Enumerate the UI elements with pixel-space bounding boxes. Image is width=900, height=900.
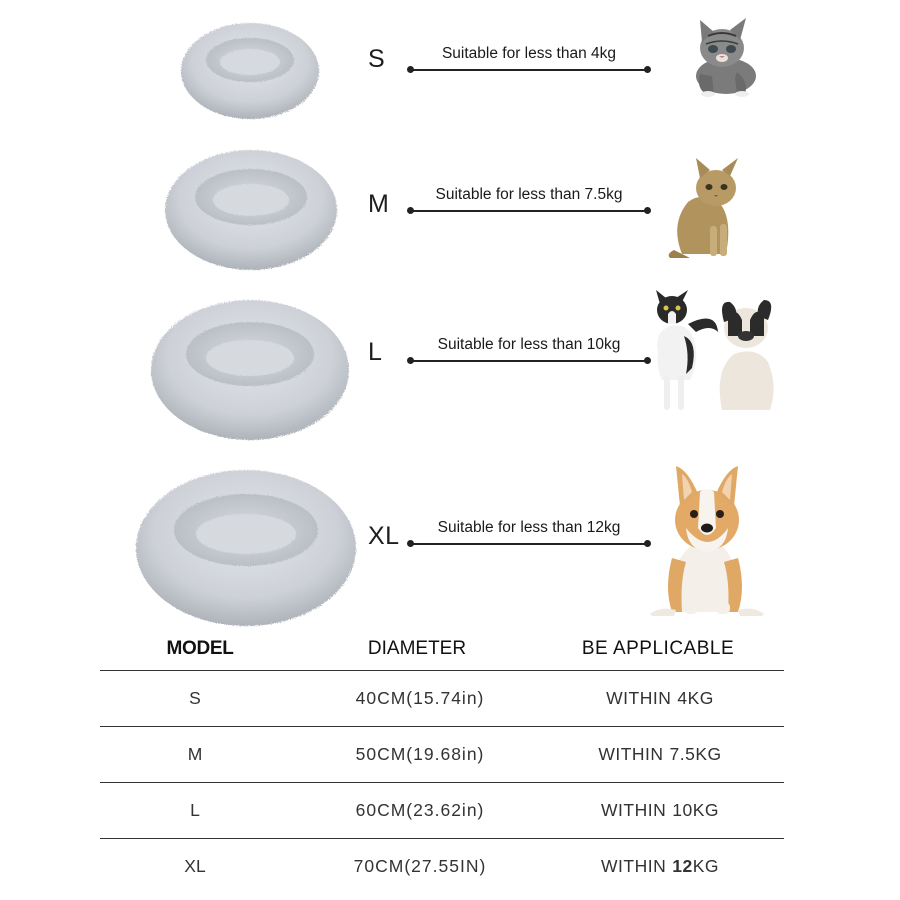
connector-line (410, 210, 648, 212)
header-model: MODEL (166, 638, 234, 659)
table-row (100, 782, 784, 838)
connector-line (410, 360, 648, 362)
weight-caption-s (408, 45, 650, 75)
size-label-xl: XL (368, 522, 400, 550)
cell-applicable (560, 800, 760, 821)
table-row (100, 670, 784, 726)
cell-model: M (187, 744, 203, 764)
connector-line (410, 69, 648, 71)
cell-applicable (560, 856, 760, 877)
cat-and-dog-icon (648, 290, 788, 416)
weight-text: 10KG (672, 800, 719, 820)
connector-dot (644, 207, 651, 214)
table-row (100, 726, 784, 782)
kitten-icon (682, 14, 767, 99)
corgi-icon (642, 462, 772, 624)
bed-image-m (164, 142, 338, 272)
size-label-l: L (368, 338, 383, 366)
within-text: WITHIN (598, 744, 664, 764)
cell-diameter: 60CM(23.62in) (355, 800, 485, 820)
header-applicable: BE APPLICABLE (581, 638, 735, 659)
bed-image-s (180, 16, 320, 120)
weight-unit: KG (692, 856, 719, 876)
cell-model: S (189, 688, 201, 708)
caption-text: Suitable for less than 7.5kg (435, 186, 623, 203)
caption-text: Suitable for less than 4kg (441, 45, 617, 62)
connector-dot (407, 66, 414, 73)
table-header (100, 630, 784, 670)
connector-dot (407, 540, 414, 547)
weight-caption-l (408, 336, 650, 366)
within-text: WITHIN (601, 800, 667, 820)
weight-text: 4KG (677, 688, 714, 708)
weight-caption-xl (408, 519, 650, 549)
cell-diameter: 70CM(27.55IN) (353, 856, 487, 876)
cell-applicable (560, 744, 760, 765)
bed-image-l (150, 292, 350, 442)
size-label-m: M (368, 190, 390, 218)
connector-line (410, 543, 648, 545)
header-diameter: DIAMETER (367, 638, 467, 659)
size-spec-table (100, 630, 784, 894)
cell-diameter: 40CM(15.74in) (355, 688, 485, 708)
cell-applicable (560, 688, 760, 709)
size-label-s: S (368, 45, 386, 73)
cat-icon (668, 158, 744, 258)
weight-number: 12 (672, 856, 693, 876)
bed-image-xl (135, 462, 357, 628)
table-row (100, 838, 784, 894)
cell-model: L (190, 800, 200, 820)
weight-text: 7.5KG (669, 744, 722, 764)
within-text: WITHIN (601, 856, 667, 876)
caption-text: Suitable for less than 12kg (437, 519, 621, 536)
connector-dot (407, 357, 414, 364)
connector-dot (644, 66, 651, 73)
caption-text: Suitable for less than 10kg (437, 336, 621, 353)
cell-diameter: 50CM(19.68in) (355, 744, 485, 764)
weight-caption-m (408, 186, 650, 216)
cell-model: XL (184, 856, 206, 876)
within-text: WITHIN (606, 688, 672, 708)
connector-dot (407, 207, 414, 214)
